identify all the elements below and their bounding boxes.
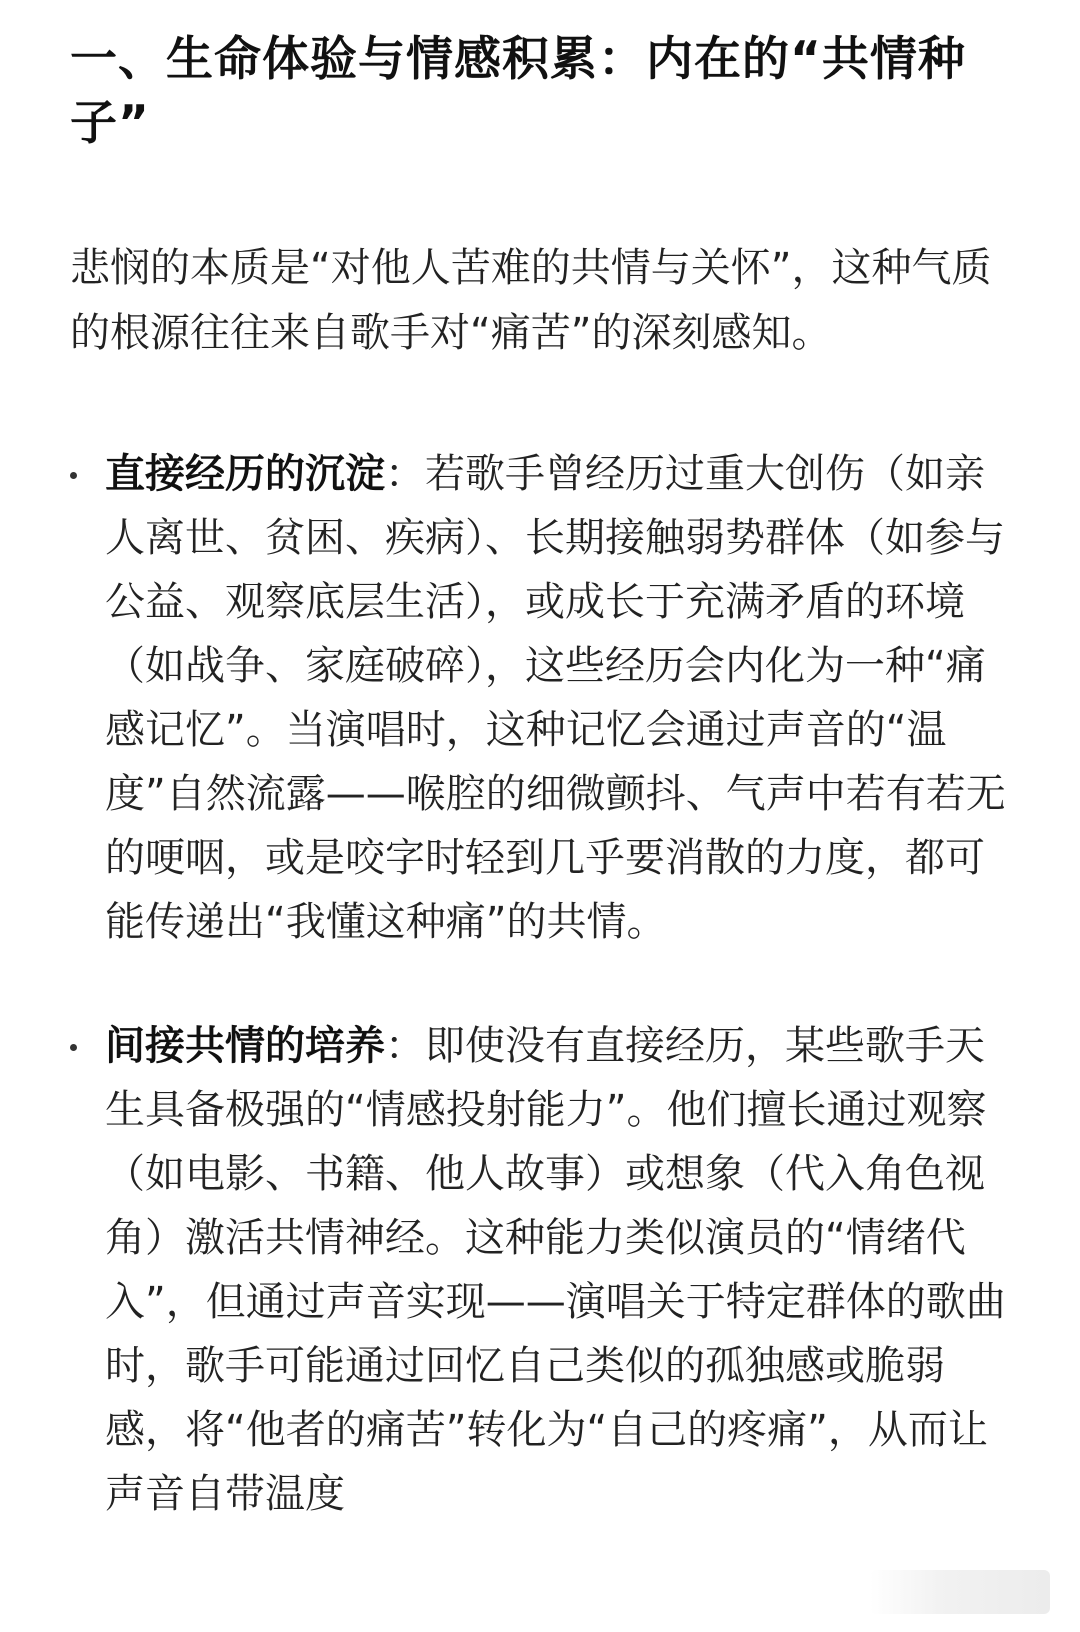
bullet-title: 间接共情的培养: [105, 1023, 385, 1069]
list-item: [70, 1014, 1015, 1526]
bullet-list: [70, 442, 1015, 1526]
article: [70, 28, 1015, 1586]
watermark-overlay: [870, 1570, 1050, 1614]
bullet-dot-icon: [70, 1044, 77, 1051]
bullet-text: ：即使没有直接经历，某些歌手天生具备极强的“情感投射能力”。他们擅长通过观察（如电影、书籍、他人故事）或想象（代入角色视角）激活共情神经。这种能力类似演员的“情绪代入”，但通过声音实现——演唱关于特定群体的歌曲时，歌手可能通过回忆自己类似的孤独感或脆弱感，将“他者的痛苦”转化为“自己的疼痛”，从而让声音自带温度: [105, 1023, 1006, 1517]
bullet-text: ：若歌手曾经历过重大创伤（如亲人离世、贫困、疾病）、长期接触弱势群体（如参与公益、观察底层生活），或成长于充满矛盾的环境（如战争、家庭破碎），这些经历会内化为一种“痛感记忆”。当演唱时，这种记忆会通过声音的“温度”自然流露——喉腔的细微颤抖、气声中若有若无的哽咽，或是咬字时轻到几乎要消散的力度，都可能传递出“我懂这种痛”的共情。: [105, 451, 1006, 945]
bullet-dot-icon: [70, 472, 77, 479]
bullet-title: 直接经历的沉淀: [105, 451, 385, 497]
list-item: [70, 442, 1015, 954]
intro-paragraph: 悲悯的本质是“对他人苦难的共情与关怀”，这种气质的根源往往来自歌手对“痛苦”的深刻感知。: [70, 245, 992, 356]
section-heading: 一、生命体验与情感积累：内在的“共情种子”: [70, 32, 966, 151]
